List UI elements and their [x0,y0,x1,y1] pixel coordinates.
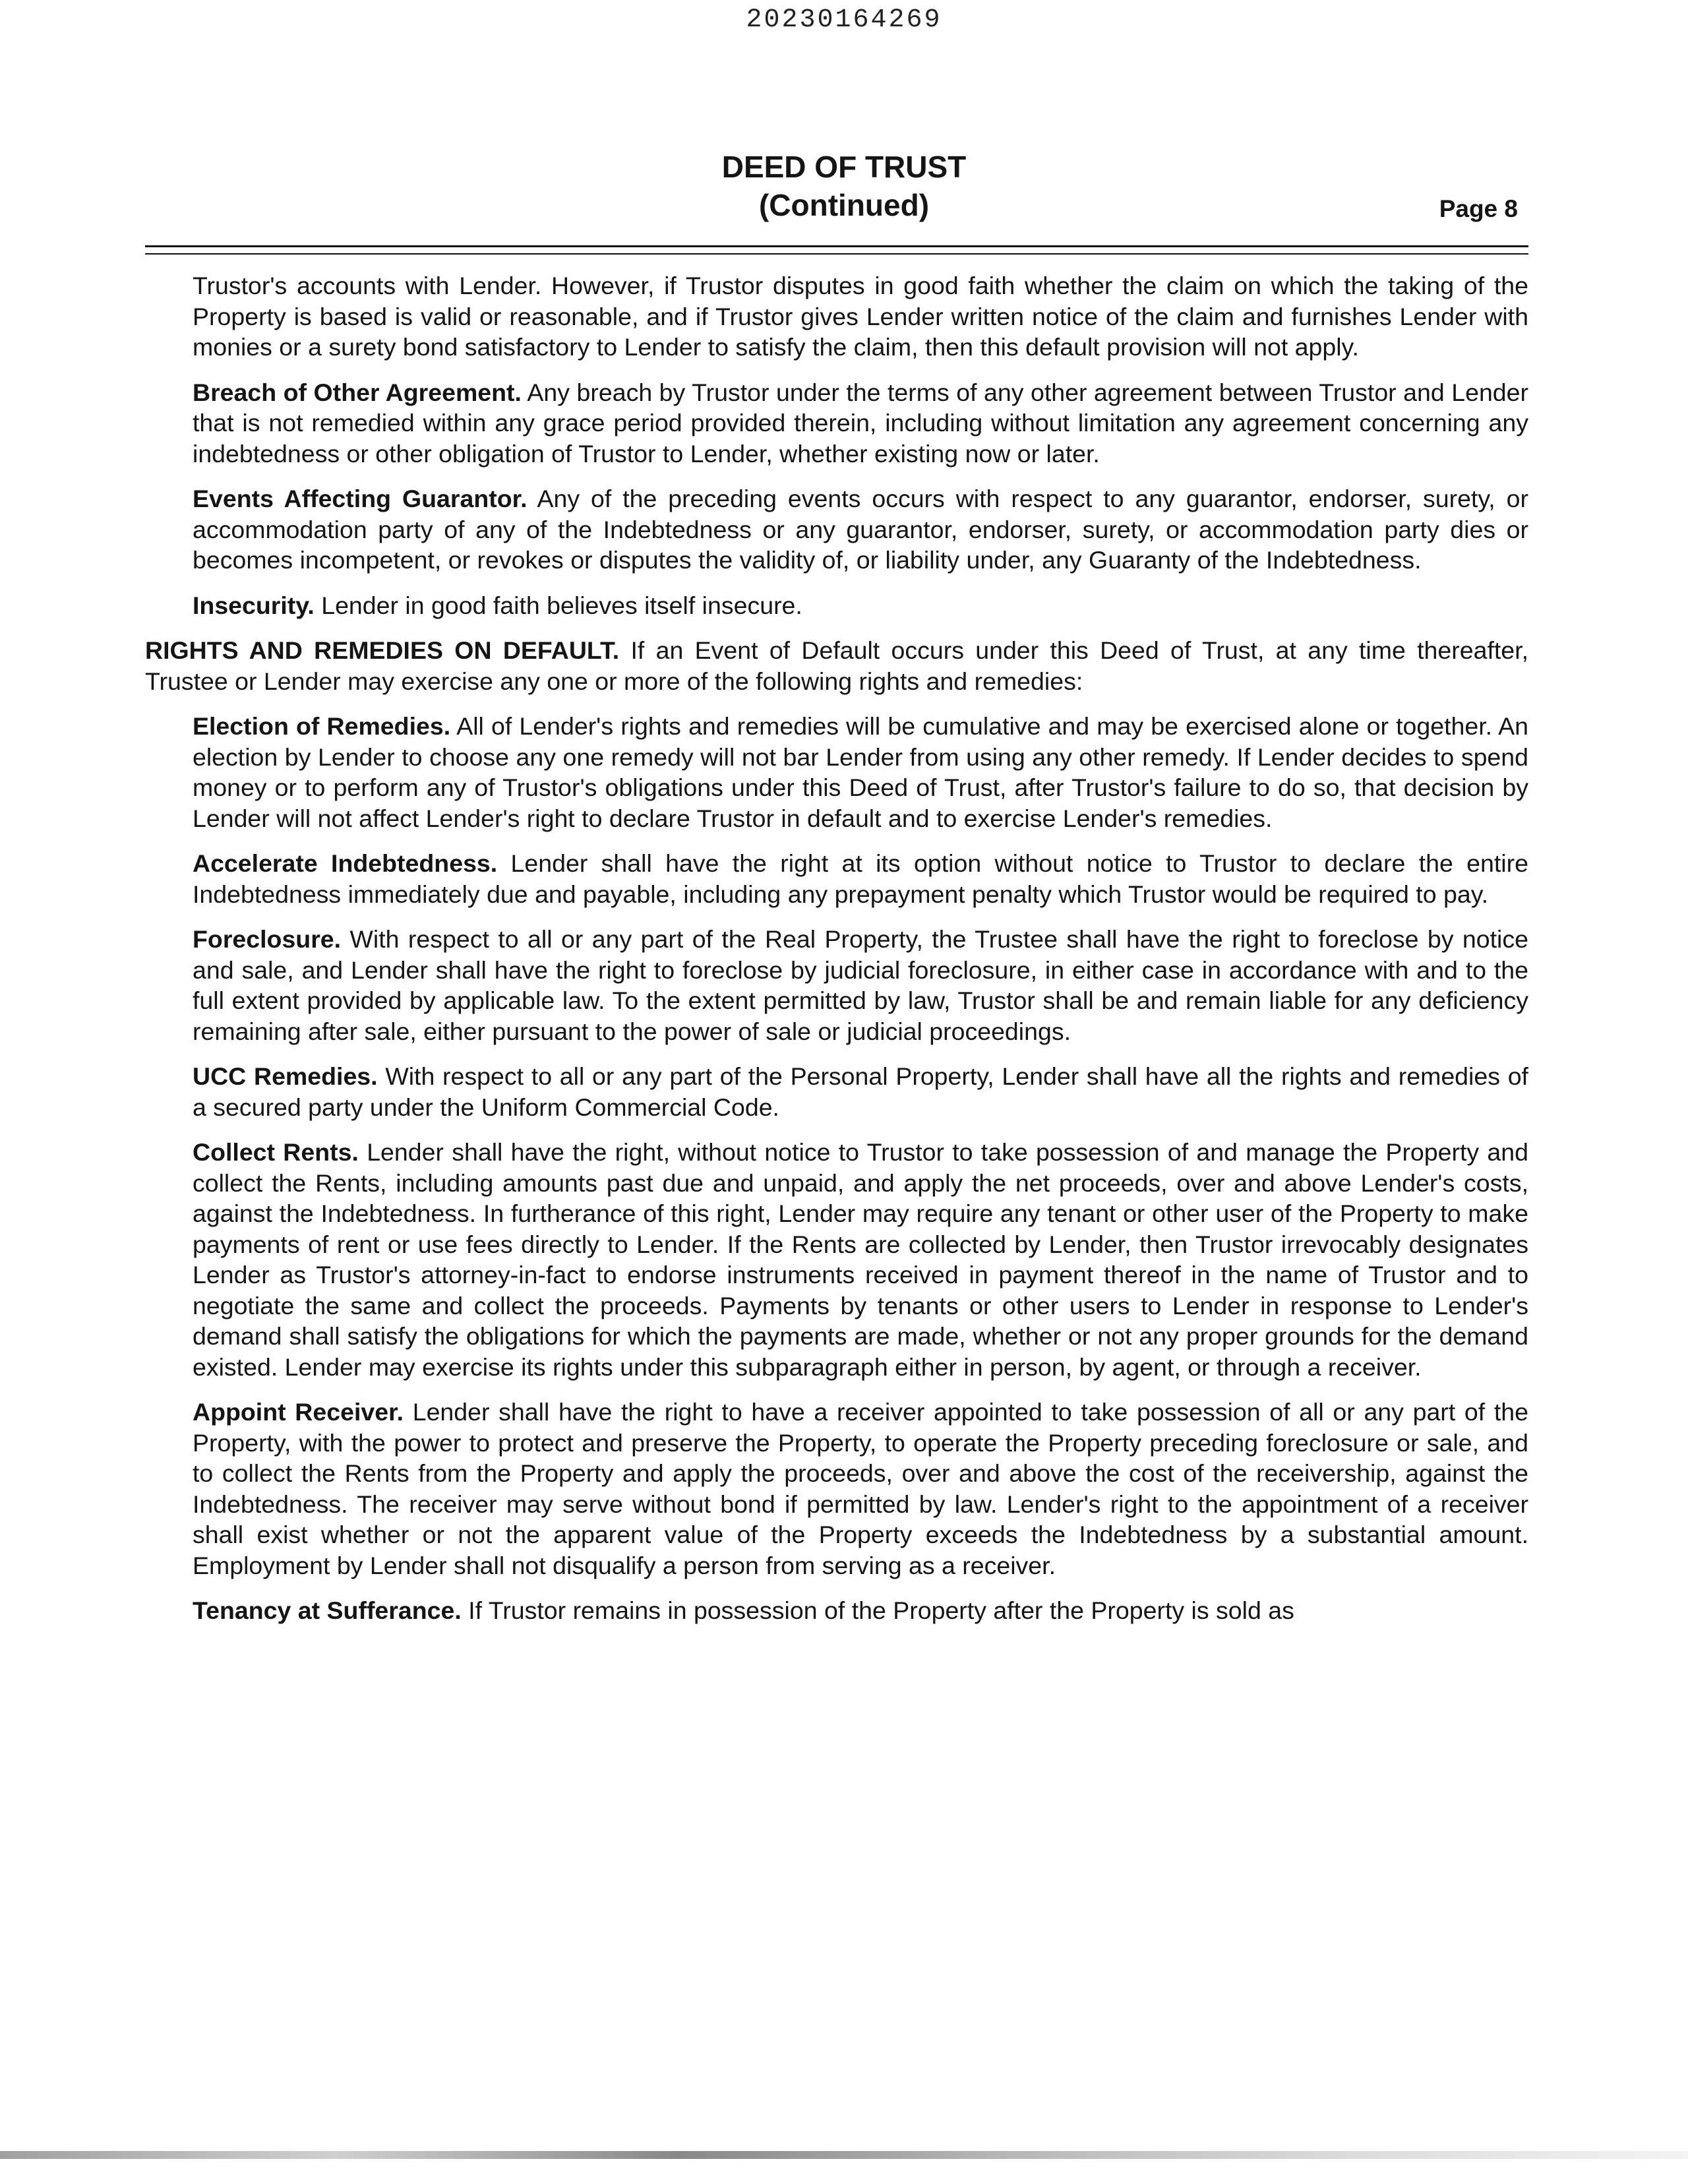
section-heading: RIGHTS AND REMEDIES ON DEFAULT. [145,636,620,664]
paragraph-text: With respect to all or any part of the Personal Property, Lender shall have all the rights and remedies of a secured party under the Uniform Commercial Code. [193,1062,1528,1121]
paragraph-heading: Collect Rents. [193,1138,359,1166]
paragraph-text: Any breach by Trustor under the terms of any other agreement between Trustor and Lender that is not remedied within any grace period provided therein, including without limitation any agreement concerning any indebtedness or other obligation of Trustor to Lender, whether existing now or later. [193,378,1529,468]
paragraph-text: Lender in good faith believes itself insecure. [314,591,802,619]
paragraph-events-affecting-guarantor [193,483,1528,576]
paragraph-heading: Breach of Other Agreement. [193,378,522,406]
document-number: 20230164269 [746,5,942,35]
paragraph-heading: Accelerate Indebtedness. [193,849,498,877]
page-number: Page 8 [1439,195,1518,222]
document-body [145,270,1528,1641]
paragraph-heading: Tenancy at Sufferance. [193,1596,462,1624]
paragraph-election-of-remedies [193,711,1528,834]
paragraph-text: Any of the preceding events occurs with respect to any guarantor, endorser, surety, or accommodation party of any of the Indebtedness or any guarantor, endorser, surety, or accommodation party dies or becomes incompetent, or revokes or disputes the validity of, or liability under, any Guaranty of the Indebtedness. [193,485,1529,574]
paragraph-text: With respect to all or any part of the Real Property, the Trustee shall have the right to foreclose by notice and sale, and Lender shall have the right to foreclose by judicial foreclosure, in either case in accordance with and to the full extent provided by applicable law. To the extent permitted by law, Trustor shall be and remain liable for any deficiency remaining after sale, either pursuant to the power of sale or judicial proceedings. [193,925,1528,1045]
paragraph-ucc-remedies [193,1061,1528,1122]
document-title-block [0,148,1688,224]
document-subtitle: (Continued) [758,188,930,222]
document-title: DEED OF TRUST [721,150,967,184]
paragraph-text: All of Lender's rights and remedies will be cumulative and may be exercised alone or together. An election by Lender to choose any one remedy will not bar Lender from using any other remedy. If Lender decides to spend money or to perform any of Trustor's obligations under this Deed of Trust, after Trustor's failure to do so, that decision by Lender will not affect Lender's right to declare Trustor in default and to exercise Lender's remedies. [193,712,1528,832]
paragraph-foreclosure [193,924,1528,1046]
paragraph-tenancy-at-sufferance [193,1595,1528,1626]
paragraph-breach-other-agreement [193,377,1528,470]
paragraph-heading: Foreclosure. [193,925,342,953]
paragraph-accelerate-indebtedness [193,848,1528,909]
section-rights-and-remedies [145,635,1528,696]
scan-artifact-line [0,2151,1688,2159]
paragraph-text: Trustor's accounts with Lender. However, if Trustor disputes in good faith whether the claim on which the taking of the Property is based is valid or reasonable, and if Trustor gives Lender written notice of the claim and furnishes Lender with monies or a surety bond satisfactory to Lender to satisfy the claim, then this default provision will not apply. [193,272,1528,361]
paragraph-insecurity [193,590,1528,621]
paragraph-collect-rents [193,1137,1528,1382]
paragraph-text: Lender shall have the right, without notice to Trustor to take possession of and manage the Property and collect the Rents, including amounts past due and unpaid, and apply the net proceeds, over and above Lender's costs, against the Indebtedness. In furtherance of this right, Lender may require any tenant or other user of the Property to make payments of rent or use fees directly to Lender. If the Rents are collected by Lender, then Trustor irrevocably designates Lender as Trustor's attorney-in-fact to endorse instruments received in payment thereof in the name of Trustor and to negotiate the same and collect the proceeds. Payments by tenants or other users to Lender in response to Lender's demand shall satisfy the obligations for which the payments are made, whether or not any proper grounds for the demand existed. Lender may exercise its rights under this subparagraph either in person, by agent, or through a receiver. [193,1138,1528,1381]
paragraph-heading: UCC Remedies. [193,1062,378,1090]
paragraph-appoint-receiver [193,1397,1528,1581]
section-text: If an Event of Default occurs under this Deed of Trust, at any time thereafter, Trustee or Lender may exercise any one or more of the following rights and remedies: [145,636,1528,695]
paragraph-text: Lender shall have the right at its option without notice to Trustor to declare the entire Indebtedness immediately due and payable, including any prepayment penalty which Trustor would be required to pay. [193,849,1528,908]
header-rule-bottom [145,253,1528,255]
header-rule-top [145,245,1528,247]
paragraph-trustor-accounts [193,270,1528,363]
paragraph-text: If Trustor remains in possession of the Property after the Property is sold as [461,1596,1294,1624]
paragraph-heading: Election of Remedies. [193,712,451,740]
paragraph-text: Lender shall have the right to have a receiver appointed to take possession of all or any part of the Property, with the power to protect and preserve the Property, to operate the Property preceding foreclosure or sale, and to collect the Rents from the Property and apply the proceeds, over and above the cost of the receivership, against the Indebtedness. The receiver may serve without bond if permitted by law. Lender's right to the appointment of a receiver shall exist whether or not the apparent value of the Property exceeds the Indebtedness by a substantial amount. Employment by Lender shall not disqualify a person from serving as a receiver. [193,1398,1528,1579]
paragraph-heading: Insecurity. [193,591,315,619]
paragraph-heading: Appoint Receiver. [193,1398,404,1426]
paragraph-heading: Events Affecting Guarantor. [193,485,528,512]
